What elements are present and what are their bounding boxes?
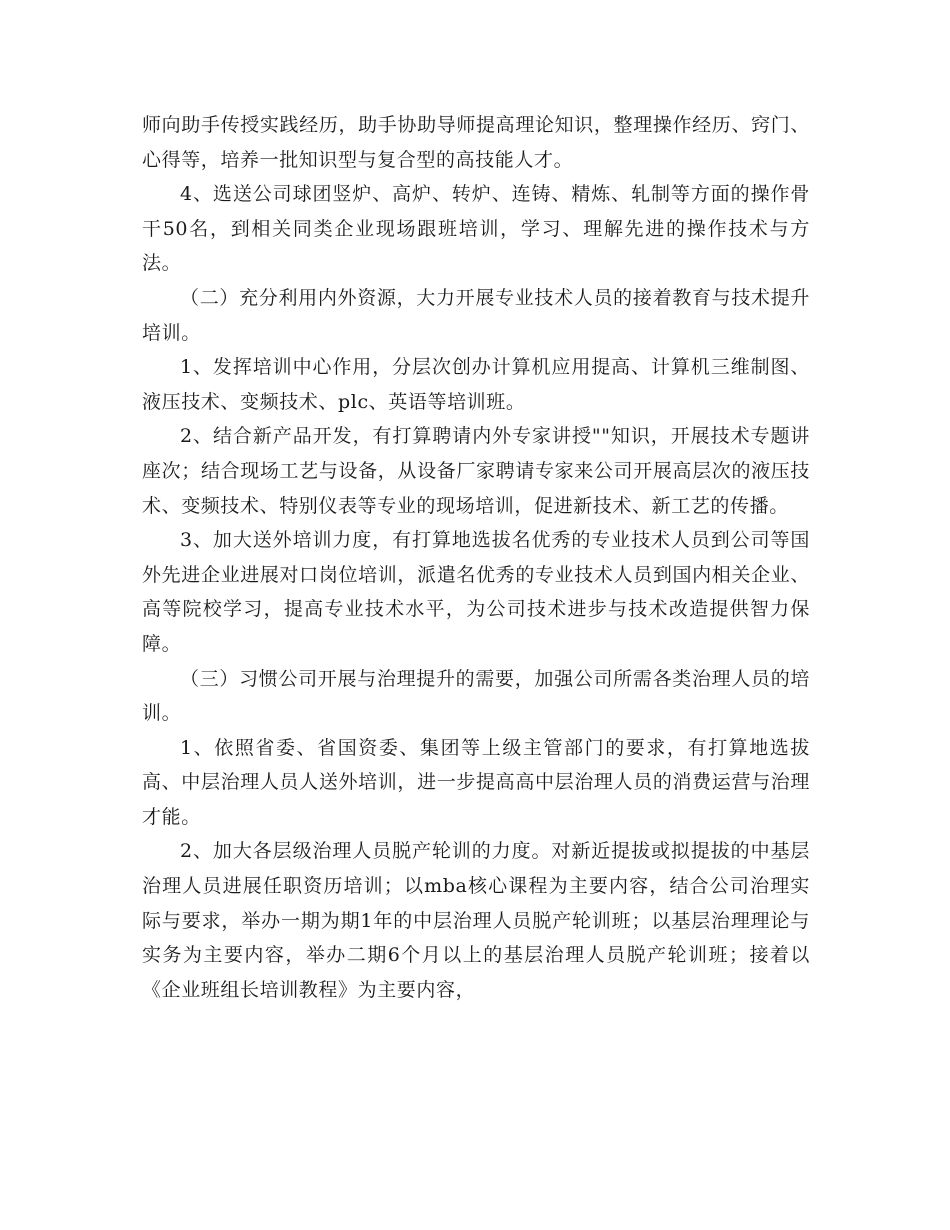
section-heading-3: （三）习惯公司开展与治理提升的需要，加强公司所需各类治理人员的培训。 xyxy=(142,667,810,725)
paragraph-item-1b: 1、依照省委、省国资委、集团等上级主管部门的要求，有打算地选拔高、中层治理人员人送外培训，进一步提高高中层治理人员的消费运营与治理才能。 xyxy=(142,736,810,828)
section-heading-2: （二）充分利用内外资源，大力开展专业技术人员的接着教育与技术提升培训。 xyxy=(142,286,810,344)
paragraph-item-2b: 2、加大各层级治理人员脱产轮训的力度。对新近提拔或拟提拔的中基层治理人员进展任职资历培训；以mba核心课程为主要内容，结合公司治理实际与要求，举办一期为期1年的中层治理人员脱产轮训班；以基层治理理论与实务为主要内容，举办二期6个月以上的基层治理人员脱产轮训班；接着以《企业班组长培训教程》为主要内容， xyxy=(142,840,810,1001)
paragraph-continuation: 师向助手传授实践经历，助手协助导师提高理论知识，整理操作经历、窍门、心得等，培养一批知识型与复合型的高技能人才。 xyxy=(142,114,810,171)
document-body xyxy=(142,108,810,1007)
paragraph-item-1: 1、发挥培训中心作用，分层次创办计算机应用提高、计算机三维制图、液压技术、变频技术、plc、英语等培训班。 xyxy=(142,356,810,413)
paragraph-item-4: 4、选送公司球团竖炉、高炉、转炉、连铸、精炼、轧制等方面的操作骨干50名，到相关同类企业现场跟班培训，学习、理解先进的操作技术与方法。 xyxy=(142,183,810,275)
paragraph-item-2: 2、结合新产品开发，有打算聘请内外专家讲授""知识，开展技术专题讲座次；结合现场工艺与设备，从设备厂家聘请专家来公司开展高层次的液压技术、变频技术、特别仪表等专业的现场培训，促进新技术、新工艺的传播。 xyxy=(142,425,810,517)
paragraph-item-3: 3、加大送外培训力度，有打算地选拔名优秀的专业技术人员到公司等国外先进企业进展对口岗位培训，派遣名优秀的专业技术人员到国内相关企业、高等院校学习，提高专业技术水平，为公司技术进步与技术改造提供智力保障。 xyxy=(142,529,810,655)
